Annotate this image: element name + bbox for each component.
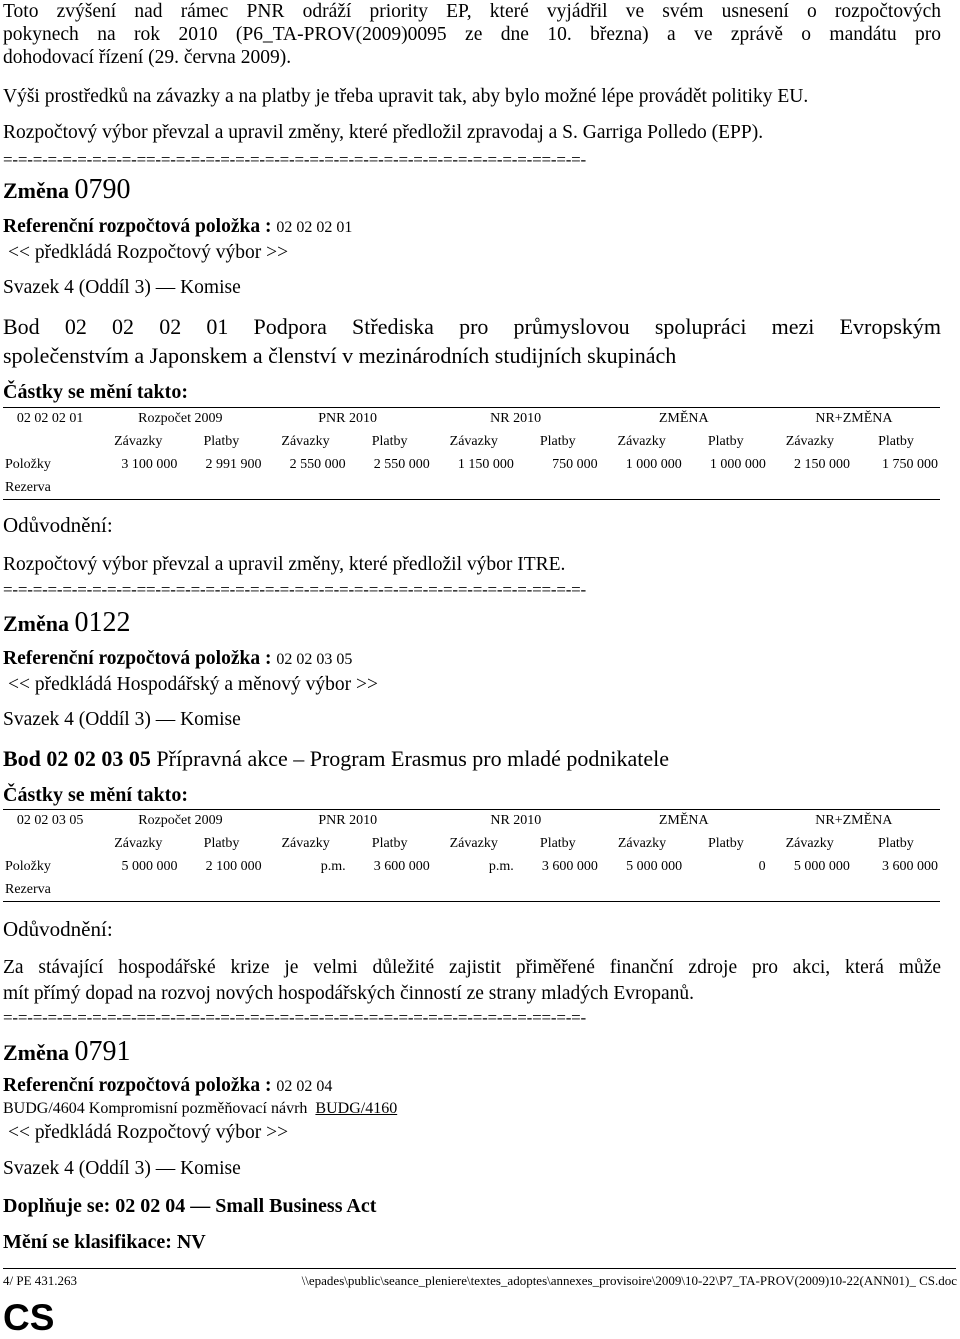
table-subheader: Platby [539, 434, 576, 449]
table-row-label: Rezerva [5, 479, 51, 495]
proposer: << předkládá Hospodářský a měnový výbor >> [8, 674, 378, 695]
table-group-header: Rozpočet 2009 [138, 411, 223, 427]
table-subheader: Platby [707, 836, 744, 851]
table-subheader: Závazky [449, 836, 498, 851]
amendment-heading [3, 607, 131, 639]
table-group-header: PNR 2010 [318, 813, 378, 829]
intro-line-4: Výši prostředků na závazky a na platby je třeba upravit tak, aby bylo možné lépe provádět politiky EU. [3, 86, 809, 107]
table-group-header: PNR 2010 [318, 411, 377, 427]
footer-page: 4/ PE 431.263 [3, 1273, 78, 1288]
item-code: 02 02 02 01 [64, 314, 229, 339]
table-subheader: Závazky [449, 434, 498, 449]
reference-code: 02 02 02 01 [276, 219, 353, 236]
table-subheader: Závazky [114, 434, 163, 449]
compromise-line [3, 1100, 397, 1118]
table-subheader: Platby [878, 836, 914, 851]
table-cell: p.m. [320, 859, 346, 874]
amendment-heading [3, 174, 131, 206]
amounts-heading: Částky se mění takto: [3, 784, 188, 806]
justification-heading: Odůvodnění: [3, 513, 113, 537]
table-subheader: Závazky [281, 836, 330, 851]
table-code: 02 02 03 05 [16, 813, 84, 829]
item-title-line-1 [3, 746, 669, 772]
table-row-label: Položky [5, 859, 51, 874]
proposer: << předkládá Rozpočtový výbor >> [8, 1122, 289, 1143]
table-cell: 3 600 000 [373, 859, 430, 874]
reference-line [3, 1075, 332, 1097]
amendment-label: Změna [3, 178, 69, 203]
reference-line [3, 648, 352, 670]
table-cell: 5 000 000 [626, 859, 683, 874]
table-group-header: ZMĚNA [658, 813, 709, 829]
amendment-heading [3, 1036, 131, 1068]
item-code: 02 02 03 05 [46, 746, 151, 771]
table-cell: 2 550 000 [289, 457, 346, 472]
separator: =-=-=-=-=-=-=-=-=-==-=-=-=-=-=-=-=-=-=-=-=-=-=-=-=-=-=-=-=-=-=-=-=-=-=-==-=-=- [3, 1008, 587, 1027]
table-group-header: Rozpočet 2009 [138, 813, 223, 829]
table-subheader: Platby [878, 434, 914, 449]
table-subheader: Platby [203, 434, 240, 449]
table-cell: 2 550 000 [373, 457, 430, 472]
table-group-header: NR 2010 [490, 411, 542, 427]
item-title: Přípravná akce – Program Erasmus pro mladé podnikatele [156, 746, 669, 771]
volume-section: Svazek 4 (Oddíl 3) — Komise [3, 277, 241, 298]
table-subheader: Platby [371, 836, 408, 851]
table-subheader: Platby [203, 836, 240, 851]
item-title-line-1 [3, 314, 941, 340]
item-label: Bod [3, 314, 40, 339]
volume-section: Svazek 4 (Oddíl 3) — Komise [3, 709, 241, 730]
table-cell: 1 750 000 [882, 457, 938, 472]
amendment-label: Změna [3, 1040, 69, 1065]
reference-code: 02 02 04 [276, 1078, 333, 1095]
table-cell: 750 000 [552, 457, 598, 472]
table-cell: 2 150 000 [793, 457, 850, 472]
justification-heading: Odůvodnění: [3, 917, 113, 941]
amounts-heading: Částky se mění takto: [3, 381, 188, 403]
table-subheader: Závazky [617, 434, 666, 449]
table-subheader: Závazky [785, 836, 834, 851]
separator: =-=-=-=-=-=-=-=-=-==-=-=-=-=-=-=-=-=-=-=-=-=-=-=-=-=-=-=-=-=-=-=-=-=-=-==-=-=- [3, 580, 587, 599]
language-code: CS [3, 1297, 55, 1338]
reference-line [3, 216, 352, 238]
justification-text: Rozpočtový výbor převzal a upravil změny, které předložil výbor ITRE. [3, 554, 566, 575]
reference-label: Referenční rozpočtová položka : [3, 216, 272, 237]
table-subheader: Závazky [785, 434, 834, 449]
table-group-header: NR+ZMĚNA [815, 411, 893, 427]
amendment-number: 0791 [74, 1036, 131, 1067]
table-cell: 3 600 000 [882, 859, 938, 874]
compromise-text: BUDG/4604 Kompromisní pozměňovací návrh [3, 1100, 308, 1117]
intro-line-5: Rozpočtový výbor převzal a upravil změny, které předložil zpravodaj a S. Garriga Polledo (EPP). [3, 122, 764, 143]
justification-text-1: Za stávající hospodářské krize je velmi důležité zajistit přiměřené finanční zdroje pro akci, která může [3, 957, 941, 978]
table-code: 02 02 02 01 [16, 411, 84, 427]
intro-line-2: pokynech na rok 2010 (P6_TA-PROV(2009)0095 ze dne 10. března) a ve zprávě o mandátu pro [3, 24, 941, 45]
table-cell: 1 000 000 [709, 457, 766, 472]
table-subheader: Závazky [617, 836, 667, 851]
table-subheader: Platby [539, 836, 576, 851]
table-cell: p.m. [488, 859, 514, 874]
reference-label: Referenční rozpočtová položka : [3, 648, 272, 669]
table-cell: 5 000 000 [121, 859, 178, 874]
table-cell: 1 000 000 [625, 457, 682, 472]
compromise-reference: BUDG/4160 [315, 1100, 398, 1117]
amendment-number: 0122 [74, 607, 131, 638]
supplement-line: Doplňuje se: 02 02 04 — Small Business Act [3, 1195, 377, 1217]
reference-code: 02 02 03 05 [276, 651, 353, 668]
table-subheader: Závazky [114, 836, 163, 851]
table-subheader: Platby [371, 434, 408, 449]
item-title: Podpora Střediska pro průmyslovou spolupráci mezi Evropským [253, 314, 942, 339]
reference-label: Referenční rozpočtová položka : [3, 1075, 272, 1096]
table-cell: 2 991 900 [205, 457, 262, 472]
table-subheader: Závazky [281, 434, 330, 449]
table-group-header: NR 2010 [490, 813, 542, 829]
separator: =-=-=-=-=-=-=-=-=-==-=-=-=-=-=-=-=-=-=-=-=-=-=-=-=-=-=-=-=-=-=-=-=-=-=-==-=-=- [3, 150, 587, 169]
table-subheader: Platby [707, 434, 744, 449]
intro-line-3: dohodovací řízení (29. června 2009). [3, 47, 292, 68]
table-cell: 3 100 000 [121, 457, 178, 472]
table-cell: 3 600 000 [541, 859, 598, 874]
volume-section: Svazek 4 (Oddíl 3) — Komise [3, 1158, 241, 1179]
footer-rule [3, 1268, 956, 1269]
footer-path: \\epades\public\seance_pleniere\textes_adoptes\annexes_provisoire\2009\10-22\P7_TA-PROV(2009)10-22(ANN01)_ CS.doc [301, 1273, 957, 1288]
table-group-header: NR+ZMĚNA [815, 813, 893, 829]
intro-line-1: Toto zvýšení nad rámec PNR odráží priority EP, které vyjádřil ve svém usnesení o rozpočtových [3, 1, 941, 22]
table-cell: 1 150 000 [457, 457, 514, 472]
budget-table [3, 809, 940, 902]
amendment-number: 0790 [74, 174, 131, 205]
proposer: << předkládá Rozpočtový výbor >> [8, 242, 289, 263]
classification-line: Mění se klasifikace: NV [3, 1231, 206, 1253]
table-row-label: Položky [5, 457, 51, 472]
table-group-header: ZMĚNA [658, 411, 709, 427]
item-title-line-2: společenstvím a Japonskem a členství v mezinárodních studijních skupinách [3, 343, 677, 368]
budget-table [3, 407, 940, 500]
amendment-label: Změna [3, 611, 69, 636]
item-label: Bod [3, 746, 41, 771]
table-cell: 0 [758, 859, 766, 874]
table-row-label: Rezerva [5, 881, 51, 897]
table-cell: 2 100 000 [205, 859, 262, 874]
table-cell: 5 000 000 [793, 859, 850, 874]
justification-text-2: mít přímý dopad na rozvoj nových hospodářských činností ze strany mladých Evropanů. [3, 983, 695, 1004]
